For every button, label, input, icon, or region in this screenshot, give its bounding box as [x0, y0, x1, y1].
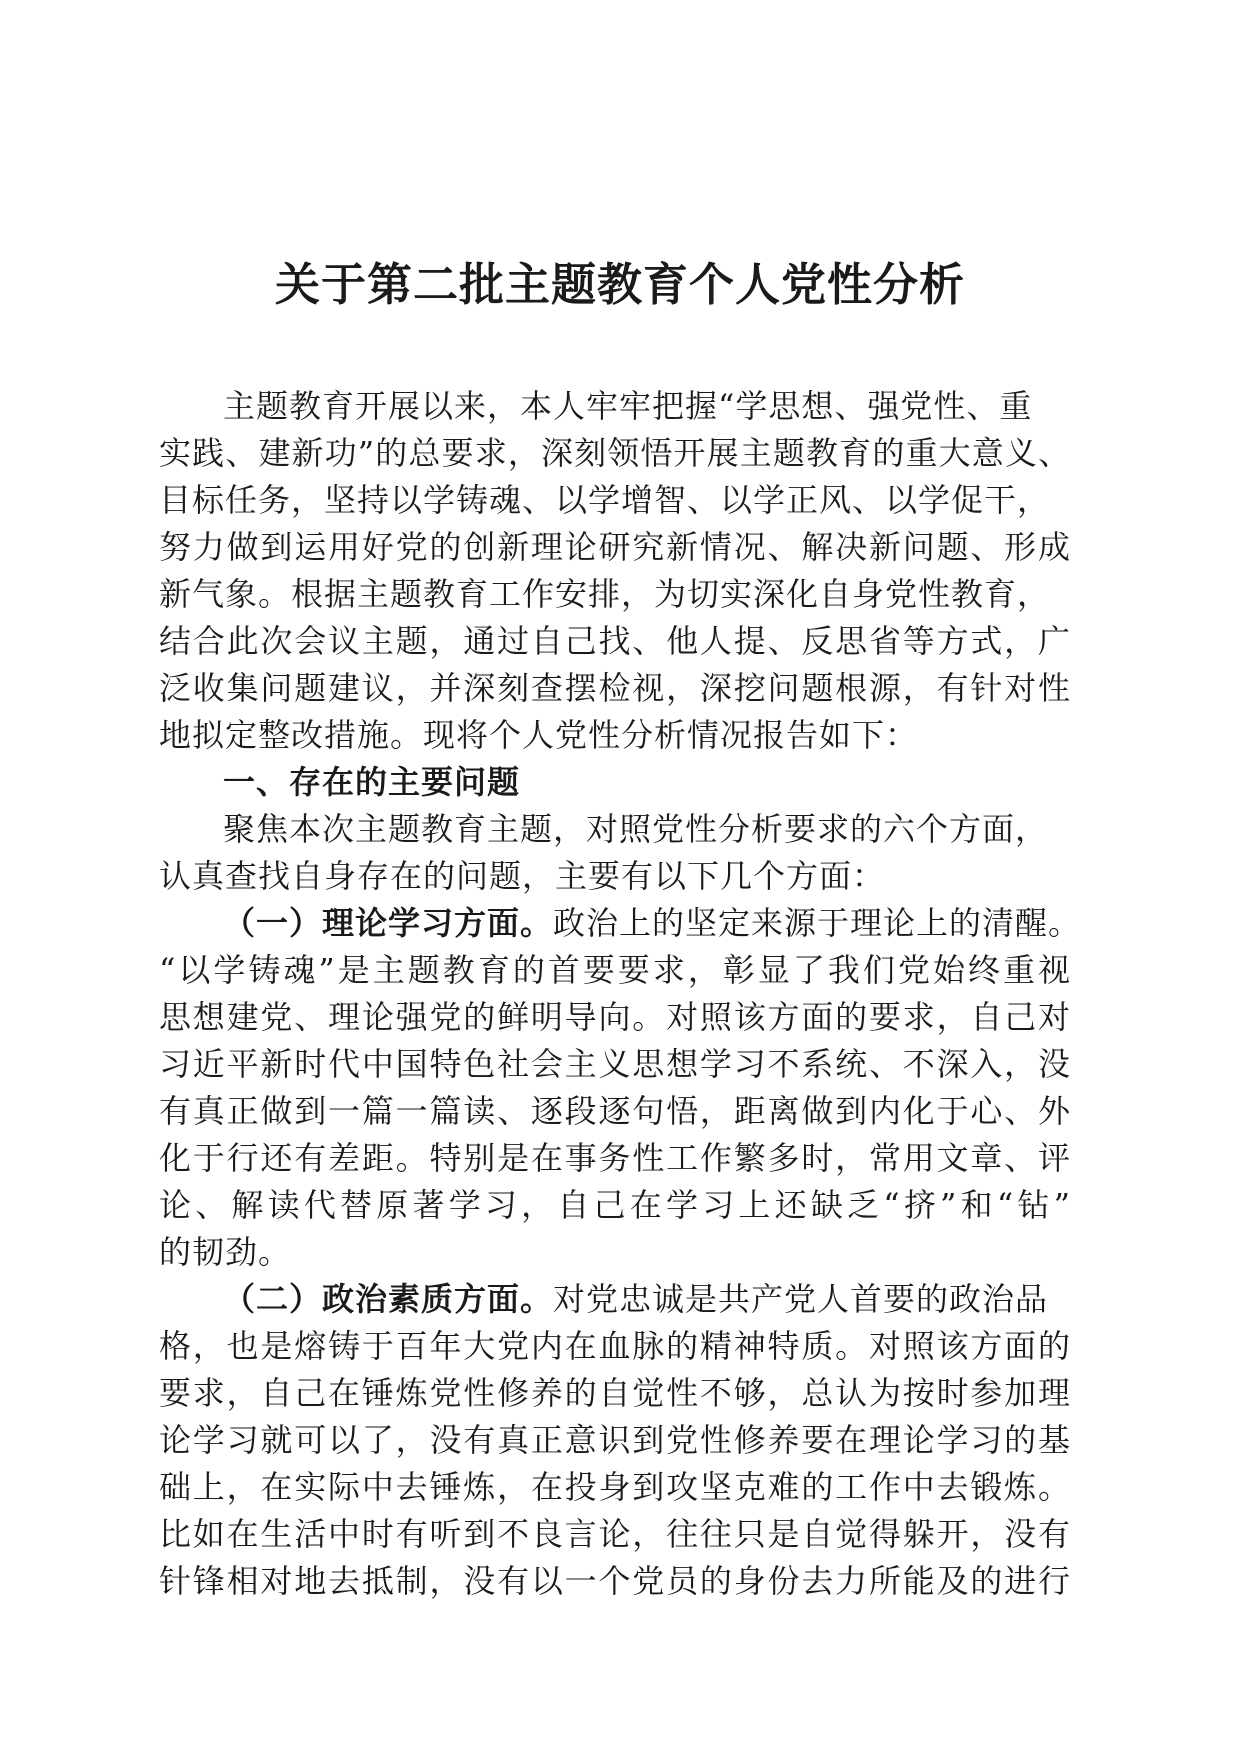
item-text: 对党忠诚是共产党人首要的政治品	[553, 1280, 1049, 1318]
section-heading: 一、存在的主要问题	[223, 763, 521, 801]
paragraph-line: 习近平新时代中国特色社会主义思想学习不系统、不深入，没	[159, 1045, 1071, 1083]
paragraph-line: 认真查找自身存在的问题，主要有以下几个方面：	[159, 857, 886, 895]
item-lead: （一）理论学习方面。	[223, 904, 554, 942]
paragraph-line: 的韧劲。	[159, 1233, 292, 1271]
item-first-line	[223, 900, 1081, 946]
paragraph-line: 地拟定整改措施。现将个人党性分析情况报告如下：	[159, 716, 919, 754]
paragraph-line: 针锋相对地去抵制，没有以一个党员的身份去力所能及的进行	[159, 1562, 1071, 1600]
paragraph-line: 格，也是熔铸于百年大党内在血脉的精神特质。对照该方面的	[159, 1327, 1071, 1365]
paragraph-line: 聚焦本次主题教育主题，对照党性分析要求的六个方面，	[223, 810, 1049, 848]
item-text: 政治上的坚定来源于理论上的清醒。	[553, 904, 1082, 942]
item-first-line	[223, 1276, 1048, 1322]
paragraph-line: 泛收集问题建议，并深刻查摆检视，深挖问题根源，有针对性	[159, 669, 1071, 707]
paragraph-line: “以学铸魂”是主题教育的首要要求，彰显了我们党始终重视	[159, 951, 1071, 989]
paragraph-line: 目标任务，坚持以学铸魂、以学增智、以学正风、以学促干，	[159, 481, 1051, 519]
paragraph-line: 有真正做到一篇一篇读、逐段逐句悟，距离做到内化于心、外	[159, 1092, 1071, 1130]
paragraph-line: 新气象。根据主题教育工作安排，为切实深化自身党性教育，	[159, 575, 1051, 613]
paragraph-line: 思想建党、理论强党的鲜明导向。对照该方面的要求，自己对	[159, 998, 1071, 1036]
paragraph-line: 实践、建新功”的总要求，深刻领悟开展主题教育的重大意义、	[159, 434, 1071, 472]
item-lead: （二）政治素质方面。	[223, 1280, 554, 1318]
document-title: 关于第二批主题教育个人党性分析	[274, 258, 965, 311]
paragraph-line: 比如在生活中时有听到不良言论，往往只是自觉得躲开，没有	[159, 1515, 1071, 1553]
paragraph-line: 结合此次会议主题，通过自己找、他人提、反思省等方式，广	[159, 622, 1071, 660]
paragraph-line: 论、解读代替原著学习，自己在学习上还缺乏“挤”和“钻”	[159, 1186, 1071, 1224]
paragraph-line: 化于行还有差距。特别是在事务性工作繁多时，常用文章、评	[159, 1139, 1071, 1177]
paragraph-line: 主题教育开展以来，本人牢牢把握“学思想、强党性、重	[223, 387, 1033, 425]
paragraph-line: 努力做到运用好党的创新理论研究新情况、解决新问题、形成	[159, 528, 1071, 566]
paragraph-line: 论学习就可以了，没有真正意识到党性修养要在理论学习的基	[159, 1421, 1071, 1459]
paragraph-line: 础上，在实际中去锤炼，在投身到攻坚克难的工作中去锻炼。	[159, 1468, 1071, 1506]
paragraph-line: 要求，自己在锤炼党性修养的自觉性不够，总认为按时参加理	[159, 1374, 1071, 1412]
